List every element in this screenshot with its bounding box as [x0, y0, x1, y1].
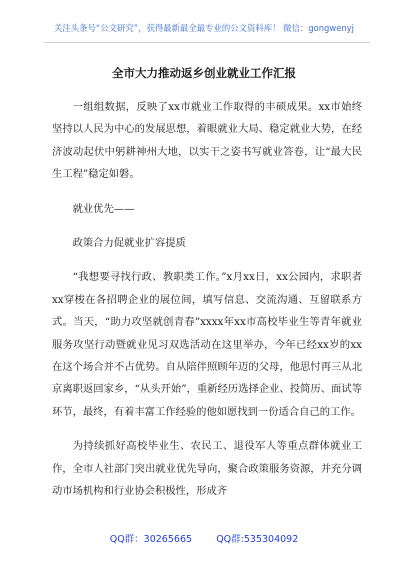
section-heading: 就业优先——: [72, 202, 135, 215]
document-body: [52, 96, 362, 503]
header-divider: [44, 42, 370, 43]
document-title: 全市大力推动返乡创业就业工作汇报: [112, 66, 296, 80]
footer-qq-group-1: QQ群：30265665: [109, 534, 193, 545]
paragraph-policy: 为持续抓好高校毕业生、农民工、退役军人等重点群体就业工作，全市人社部门突出就业优先导向，聚合政策服务资源，并充分调动市场机构和行业协会积极性，形成齐: [52, 440, 362, 498]
section-subheading: 政策合力促就业扩容提质: [72, 237, 186, 250]
paragraph-story: “我想要寻找行政、教职类工作。”x月xx日，xx公园内，求职者xx穿梭在各招聘企业的展位间，填写信息、交流沟通、互留联系方式。当天，“助力攻坚就创青春”xxxx年xx市高校毕业生等青年就业服务攻坚行动暨就业见习双选活动在这里举办，今年已经xx岁的xx在这个场合并不占优势。自从陪伴照顾年迈的父母，他思忖再三从北京离职返回家乡，“从头开始”，重新经历选择企业、投简历、面试等环节，最终，有着丰富工作经验的他如愿找到一份适合自己的工作。: [52, 271, 362, 418]
footer-contact: [0, 531, 408, 545]
footer-qq-group-2: QQ群:535304092: [216, 534, 299, 545]
paragraph-intro: 一组组数据，反映了xx市就业工作取得的丰硕成果。xx市始终坚持以人民为中心的发展思想，着眼就业大局、稳定就业大势，在经济波动起伏中躬耕神州大地，以实干之姿书写就业答卷，让“最大民生工程”稳定如磐。: [52, 101, 362, 181]
header-banner: 关注头条号“公文研究”，获得最新最全最专业的公文资料库！ 微信：gongwenyj: [54, 23, 354, 33]
